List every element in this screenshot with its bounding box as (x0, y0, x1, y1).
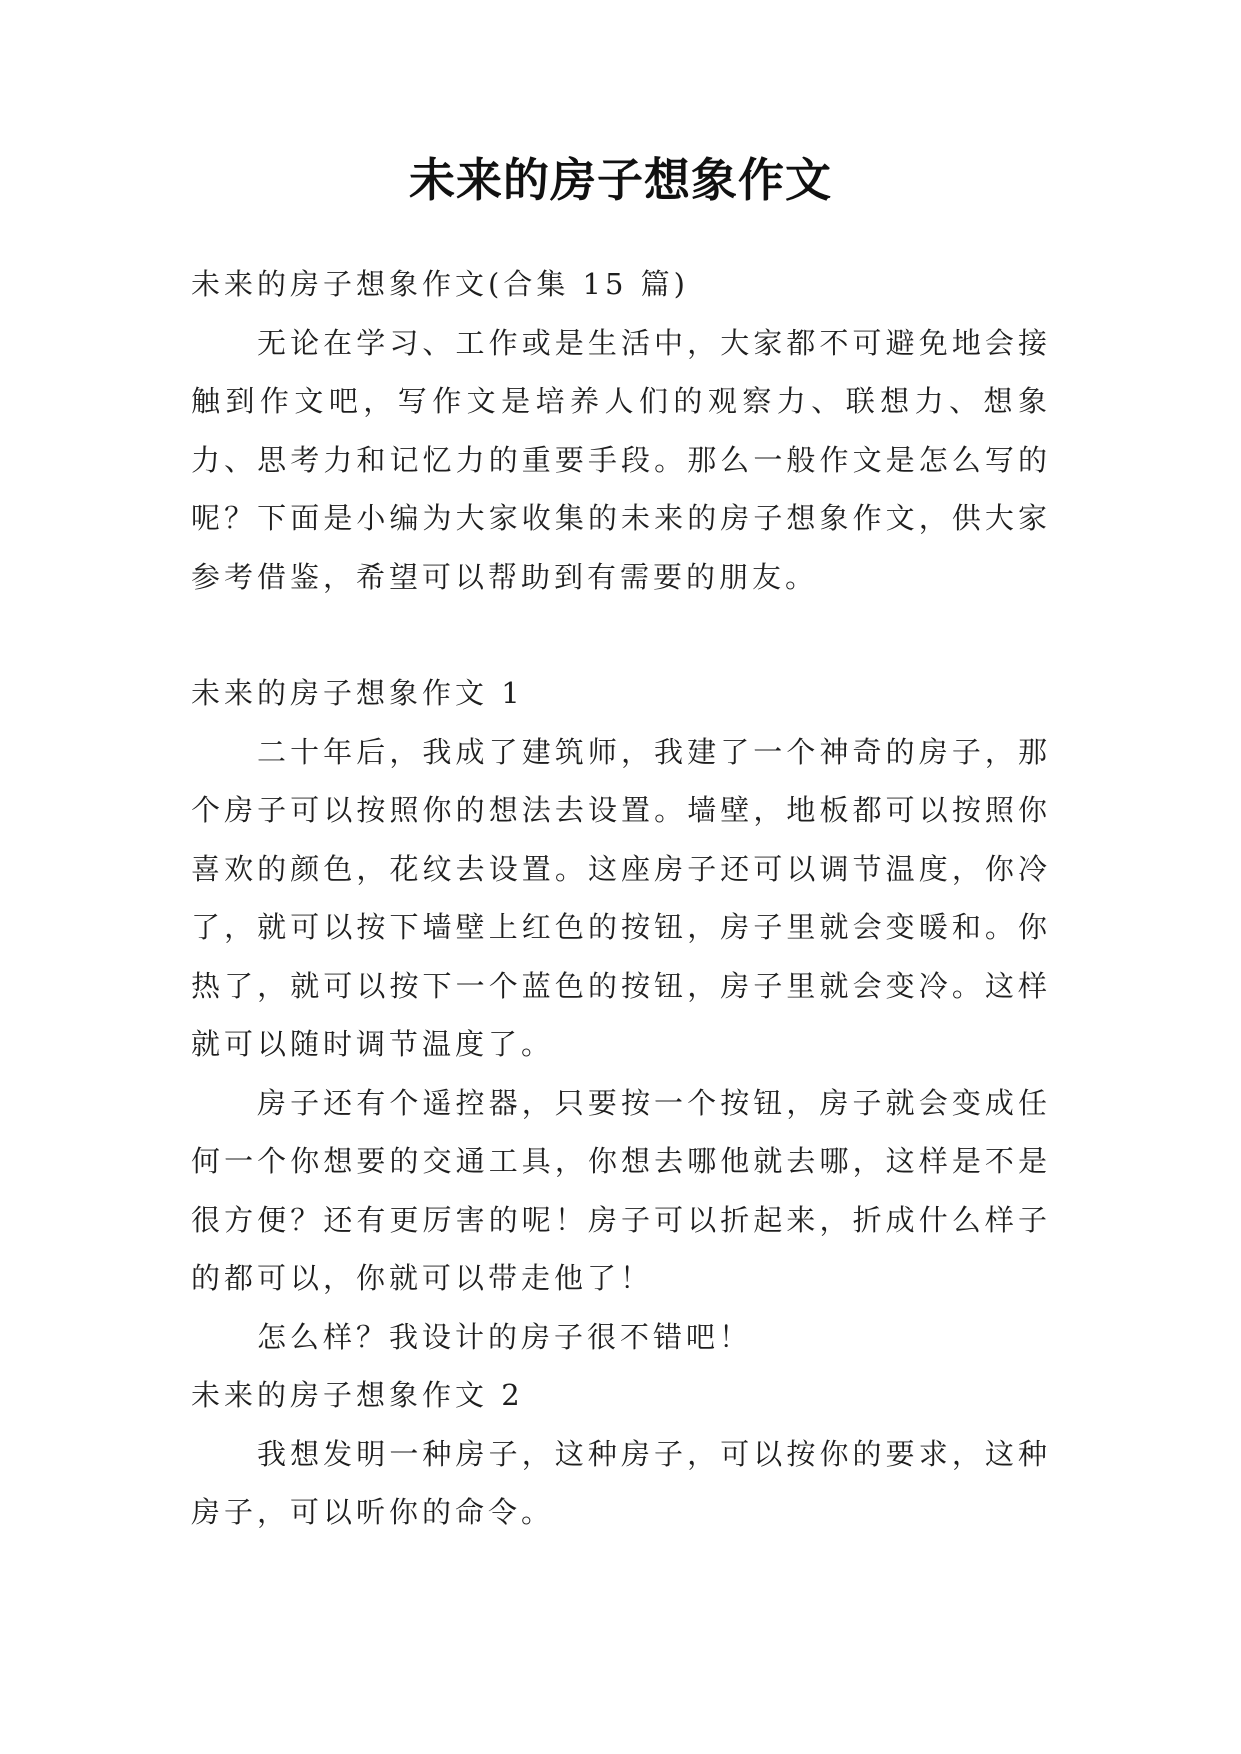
collection-heading: 未来的房子想象作文(合集 15 篇) (191, 267, 689, 301)
essay-2-heading: 未来的房子想象作文 2 (191, 1378, 524, 1412)
essay-1-heading: 未来的房子想象作文 1 (191, 676, 524, 710)
section-spacer (191, 606, 1051, 664)
essay-1-paragraph-1: 二十年后，我成了建筑师，我建了一个神奇的房子，那个房子可以按照你的想法去设置。墙壁，地板都可以按照你喜欢的颜色，花纹去设置。这座房子还可以调节温度，你冷了，就可以按下墙壁上红色的按钮，房子里就会变暖和。你热了，就可以按下一个蓝色的按钮，房子里就会变冷。这样就可以随时调节温度了。 (191, 734, 1051, 1061)
document-body (191, 255, 1051, 1542)
essay-1-paragraph-3: 怎么样？我设计的房子很不错吧！ (257, 1319, 753, 1354)
intro-paragraph: 无论在学习、工作或是生活中，大家都不可避免地会接触到作文吧，写作文是培养人们的观察力、联想力、想象力、思考力和记忆力的重要手段。那么一般作文是怎么写的呢？下面是小编为大家收集的未来的房子想象作文，供大家参考借鉴，希望可以帮助到有需要的朋友。 (191, 325, 1051, 594)
document-title: 未来的房子想象作文 (409, 153, 832, 207)
essay-1-paragraph-2: 房子还有个遥控器，只要按一个按钮，房子就会变成任何一个你想要的交通工具，你想去哪他就去哪，这样是不是很方便？还有更厉害的呢！房子可以折起来，折成什么样子的都可以，你就可以带走他了！ (191, 1085, 1051, 1295)
essay-2-paragraph-1: 我想发明一种房子，这种房子，可以按你的要求，这种房子，可以听你的命令。 (191, 1436, 1051, 1529)
